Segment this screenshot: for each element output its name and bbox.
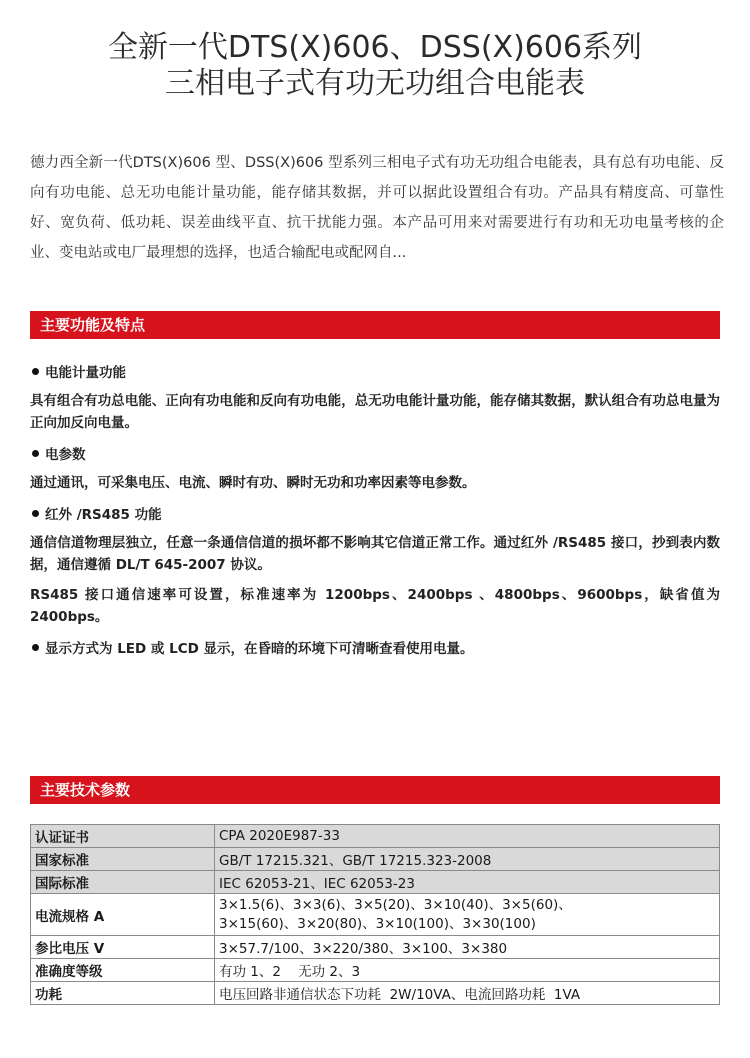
spec-key: 电流规格 A bbox=[31, 894, 215, 936]
spec-key: 国际标准 bbox=[31, 871, 215, 894]
table-row bbox=[31, 894, 720, 936]
bullet-icon bbox=[32, 644, 39, 651]
spec-key: 认证证书 bbox=[31, 825, 215, 848]
intro-paragraph: 德力西全新一代DTS(X)606 型、DSS(X)606 型系列三相电子式有功无功组合电能表，具有总有功电能、反向有功电能、总无功电能计量功能，能存储其数据，并可以据此设置组合有功。产品具有精度高、可靠性好、宽负荷、低功耗、误差曲线平直、抗干扰能力强。本产品可用来对需要进行有功和无功电量考核的企业、变电站或电厂最理想的选择，也适合输配电或配网自... bbox=[30, 155, 724, 261]
spec-value: 电压回路非通信状态下功耗 2W/10VA、电流回路功耗 1VA bbox=[215, 982, 720, 1005]
spec-value: 3×57.7/100、3×220/380、3×100、3×380 bbox=[215, 936, 720, 959]
features-list bbox=[30, 360, 720, 666]
spec-value bbox=[215, 894, 720, 936]
bullet-icon bbox=[32, 368, 39, 375]
spec-key: 准确度等级 bbox=[31, 959, 215, 982]
spec-value-line: 3×15(60)、3×20(80)、3×10(100)、3×30(100) bbox=[219, 915, 536, 932]
table-row bbox=[31, 848, 720, 871]
spec-key: 国家标准 bbox=[31, 848, 215, 871]
bullet-icon bbox=[32, 450, 39, 457]
feature-heading: 显示方式为 LED 或 LCD 显示，在昏暗的环境下可清晰查看使用电量。 bbox=[45, 641, 474, 657]
feature-paragraph: 具有组合有功总电能、正向有功电能和反向有功电能，总无功电能计量功能，能存储其数据，默认组合有功总电量为正向加反向电量。 bbox=[30, 393, 720, 431]
bullet-icon bbox=[32, 510, 39, 517]
title-line-1: 全新一代DTS(X)606、DSS(X)606系列 bbox=[107, 30, 643, 65]
feature-item bbox=[30, 502, 720, 628]
table-row bbox=[31, 982, 720, 1005]
spec-key: 参比电压 V bbox=[31, 936, 215, 959]
page-title bbox=[0, 30, 750, 102]
spec-value: GB/T 17215.321、GB/T 17215.323-2008 bbox=[215, 848, 720, 871]
feature-heading: 红外 /RS485 功能 bbox=[45, 507, 162, 523]
spec-value: IEC 62053-21、IEC 62053-23 bbox=[215, 871, 720, 894]
section-banner-specs: 主要技术参数 bbox=[30, 776, 720, 804]
table-row bbox=[31, 959, 720, 982]
feature-heading: 电参数 bbox=[45, 447, 86, 463]
spec-value-line: 3×1.5(6)、3×3(6)、3×5(20)、3×10(40)、3×5(60)、 bbox=[219, 896, 572, 913]
feature-heading: 电能计量功能 bbox=[45, 365, 126, 381]
title-line-2: 三相电子式有功无功组合电能表 bbox=[165, 66, 585, 101]
table-row bbox=[31, 871, 720, 894]
feature-item bbox=[30, 360, 720, 434]
feature-paragraph: 通信信道物理层独立，任意一条通信信道的损坏都不影响其它信道正常工作。通过红外 /RS485 接口，抄到表内数据，通信遵循 DL/T 645-2007 协议。 bbox=[30, 535, 720, 573]
spec-key: 功耗 bbox=[31, 982, 215, 1005]
section-banner-features: 主要功能及特点 bbox=[30, 311, 720, 339]
specs-table bbox=[30, 824, 720, 1005]
spec-value: 有功 1、2 无功 2、3 bbox=[215, 959, 720, 982]
feature-item bbox=[30, 442, 720, 494]
feature-paragraph: 通过通讯，可采集电压、电流、瞬时有功、瞬时无功和功率因素等电参数。 bbox=[30, 475, 476, 491]
feature-paragraph: RS485 接口通信速率可设置，标准速率为 1200bps、2400bps 、4800bps、9600bps，缺省值为 2400bps。 bbox=[30, 587, 720, 625]
table-row bbox=[31, 825, 720, 848]
table-row bbox=[31, 936, 720, 959]
spec-value: CPA 2020E987-33 bbox=[215, 825, 720, 848]
feature-item bbox=[30, 636, 720, 658]
